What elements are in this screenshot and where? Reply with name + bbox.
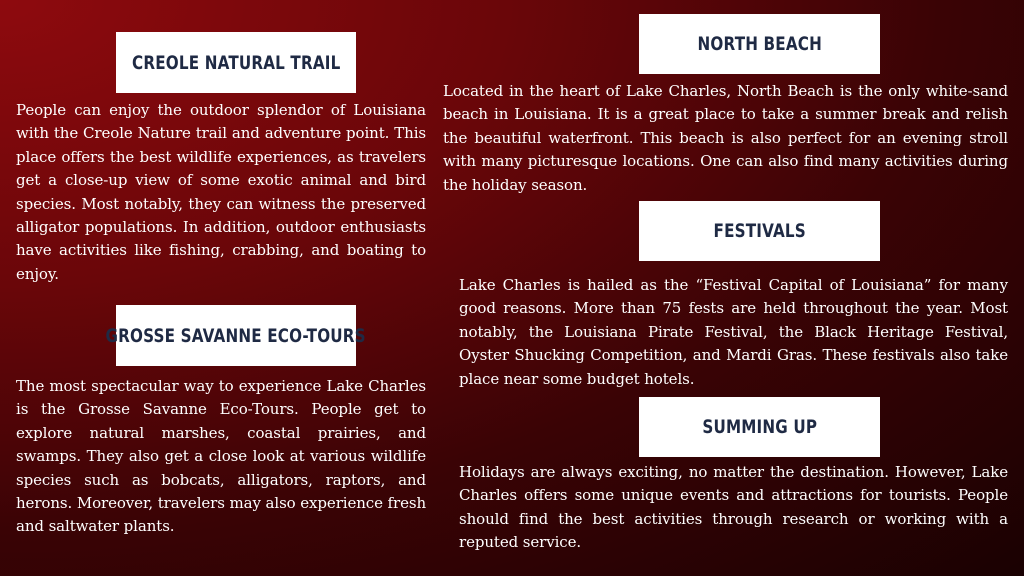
- festivals-title: FESTIVALS: [713, 220, 806, 242]
- north-beach-body: Located in the heart of Lake Charles, North Beach is the only white-sand beach in Louisiana. It is a great place to take a summer break and relish the beautiful waterfront. This beach is also perfect for an evening stroll with many picturesque locations. One can also find many activities during the holiday season.: [443, 82, 1008, 194]
- grosse-title: GROSSE SAVANNE ECO-TOURS: [105, 324, 367, 347]
- grosse-title-card: [105, 305, 367, 366]
- creole-title: CREOLE NATURAL TRAIL: [131, 51, 341, 74]
- grosse-body: The most spectacular way to experience Lake Charles is the Grosse Savanne Eco-Tours. People get to explore natural marshes, coastal prairies, and swamps. They also get a close look at various wildlife species such as bobcats, alligators, raptors, and herons. Moreover, travelers may also experience fresh and saltwater plants.: [16, 377, 426, 536]
- north-beach-title: NORTH BEACH: [697, 33, 822, 55]
- festivals-title-card: [639, 201, 880, 261]
- creole-title-card: [116, 32, 356, 93]
- north-beach-title-card: [639, 14, 880, 74]
- creole-body: People can enjoy the outdoor splendor of Louisiana with the Creole Nature trail and adventure point. This place offers the best wildlife experiences, as travelers get a close-up view of some exotic animal and bird species. Most notably, they can witness the preserved alligator populations. In addition, outdoor enthusiasts have activities like fishing, crabbing, and boating to enjoy.: [16, 101, 426, 283]
- summing-up-body: Holidays are always exciting, no matter the destination. However, Lake Charles offers some unique events and attractions for tourists. People should find the best activities through research or working with a reputed service.: [459, 463, 1008, 552]
- festivals-body: Lake Charles is hailed as the “Festival Capital of Louisiana” for many good reasons. More than 75 fests are held throughout the year. Most notably, the Louisiana Pirate Festival, the Black Heritage Festival, Oyster Shucking Competition, and Mardi Gras. These festivals also take place near some budget hotels.: [459, 276, 1008, 388]
- summing-up-title: SUMMING UP: [702, 416, 817, 438]
- summing-up-title-card: [639, 397, 880, 457]
